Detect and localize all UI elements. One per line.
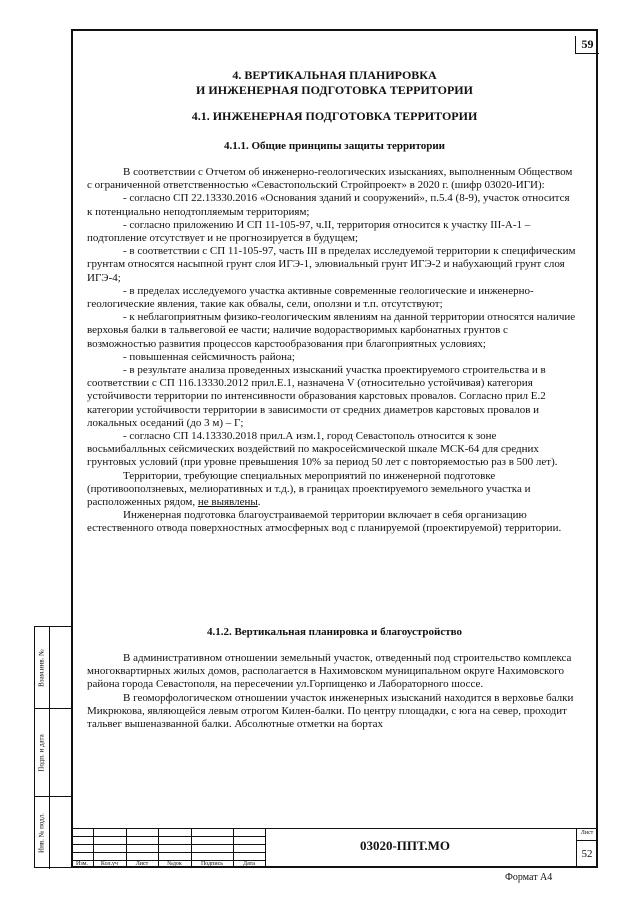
sheet-number: 52 xyxy=(581,848,593,860)
list-item: - к неблагоприятным физико-геологическим явлениям на данной территории относятся наличие верховья балки в тальвеговой ее части; наличие водорастворимых карбонатных грунтов с возможностью развития процессов карстообразования при благоприятных условиях; xyxy=(87,311,576,350)
paragraph-geomorph: В геоморфологическом отношении участок инженерных изысканий находится в верховье балки Микрюкова, являющейся левым отрогом Килен-балки. По центру площадки, с юга на север, проходит тальвег вышеназванной балки. Абсолютные отметки на бортах xyxy=(87,691,574,731)
sidebar-label-inv-original: Инв. № подл. xyxy=(37,813,46,853)
sidebar-cell-inv-original xyxy=(35,797,71,869)
territories-underlined: не выявлены xyxy=(197,496,258,509)
sidebar-cell-replace-inv xyxy=(35,627,71,709)
sidebar-cell-sign-date xyxy=(35,709,71,797)
stamp-label-date: Дата xyxy=(243,861,255,867)
territories-end: . xyxy=(257,496,261,509)
section-4-1-2-body xyxy=(87,652,577,731)
main-heading-line2: И ИНЖЕНЕРНАЯ ПОДГОТОВКА ТЕРРИТОРИИ xyxy=(196,83,473,97)
stamp-label-doc-no: №док xyxy=(167,861,182,867)
list-item: - в результате анализа проведенных изысканий участка проектируемого строительства и в соответствии с СП 116.13330.2012 прил.Е.1, назначена V (относительно устойчивая) категория устойчивости территории по интенсивности образования карстовых провалов. Согласно прил Е.2 категории устойчивости территории в зависимости от средних диаметров карстовых провалов и локальных оседаний (до 3 м) – Г; xyxy=(87,364,546,429)
list-item: - согласно приложению И СП 11-105-97, ч.II, территория относится к участку III-А-1 – подтопление отсутствует и не прогнозируется в будущем; xyxy=(87,218,531,245)
stamp-label-change: Изм. xyxy=(76,861,88,867)
stamp-label-sheet: Лист xyxy=(135,861,149,867)
format-label: Формат А4 xyxy=(505,872,553,883)
list-item: - согласно СП 14.13330.2018 прил.А изм.1, город Севастополь относится к зоне восьмибалльных сейсмических воздействий по макросейсмической шкале МСК-64 для средних грунтовых условий (при уровне превышения 10% за период 50 лет с повторяемостью раз в 500 лет). xyxy=(87,430,558,469)
heading-4-1-1: 4.1.1. Общие принципы защиты территории xyxy=(224,140,445,152)
document-code: 03020-ППТ.МО xyxy=(359,838,451,853)
paragraph-territories xyxy=(87,470,577,510)
main-heading xyxy=(71,68,598,98)
sidebar-label-replace-inv: Взам.инв. № xyxy=(37,648,46,687)
sheet-label: Лист xyxy=(580,830,594,836)
list-item: - в соответствии с СП 11-105-97, часть III в пределах исследуемой территории к специфическим грунтам относятся насыпной грунт слоя ИГЭ-1, элювиальный грунт ИГЭ-2 и набухающий грунт слоя ИГЭ-4; xyxy=(87,245,576,284)
page-number-top: 59 xyxy=(575,36,599,54)
main-heading-line1: 4. ВЕРТИКАЛЬНАЯ ПЛАНИРОВКА xyxy=(232,68,437,82)
paragraph-intro: В соответствии с Отчетом об инженерно-геологических изысканиях, выполненным Обществом с ограниченной ответственностью «Севастопольский Стройпроект» в 2020 г. (шифр 03020-ИГИ): xyxy=(87,166,573,192)
list-item: - в пределах исследуемого участка активные современные геологические и инженерно-геологические явления, такие как обвалы, сели, оползни и т.п. отсутствуют; xyxy=(87,284,534,311)
stamp-label-count: Кол.уч xyxy=(100,861,119,867)
heading-4-1: 4.1. ИНЖЕНЕРНАЯ ПОДГОТОВКА ТЕРРИТОРИИ xyxy=(191,109,478,123)
heading-4-1-2: 4.1.2. Вертикальная планировка и благоустройство xyxy=(206,626,463,638)
list-item: - повышенная сейсмичность района; xyxy=(123,350,295,363)
paragraph-admin: В административном отношении земельный участок, отведенный под строительство комплекса многоквартирных жилых домов, располагается в Нахимовском муниципальном округе Нахимовского района города Севастополя, на пересечении ул.Горпищенко и Лабораторного шоссе. xyxy=(87,652,572,691)
list-item: - согласно СП 22.13330.2016 «Основания зданий и сооружений», п.5.4 (8-9), участок относится к потенциально неподтопляемым территориям; xyxy=(87,192,570,218)
stamp-label-signature: Подпись xyxy=(200,861,224,867)
sidebar-label-sign-date: Подп. и дата xyxy=(37,733,46,772)
left-sidebar-stamp xyxy=(34,626,71,868)
paragraph-engineering: Инженерная подготовка благоустраиваемой территории включает в себя организацию естественного отвода поверхностных атмосферных вод с планируемой (проектируемой) территории. xyxy=(87,509,562,535)
territories-text: Территории, требующие специальных мероприятий по инженерной подготовке (противооползневых, мелиоративных и т.д.), в границах проектируемого земельного участка и расположенных рядом, xyxy=(87,469,531,509)
section-4-1-1-body xyxy=(87,166,577,536)
